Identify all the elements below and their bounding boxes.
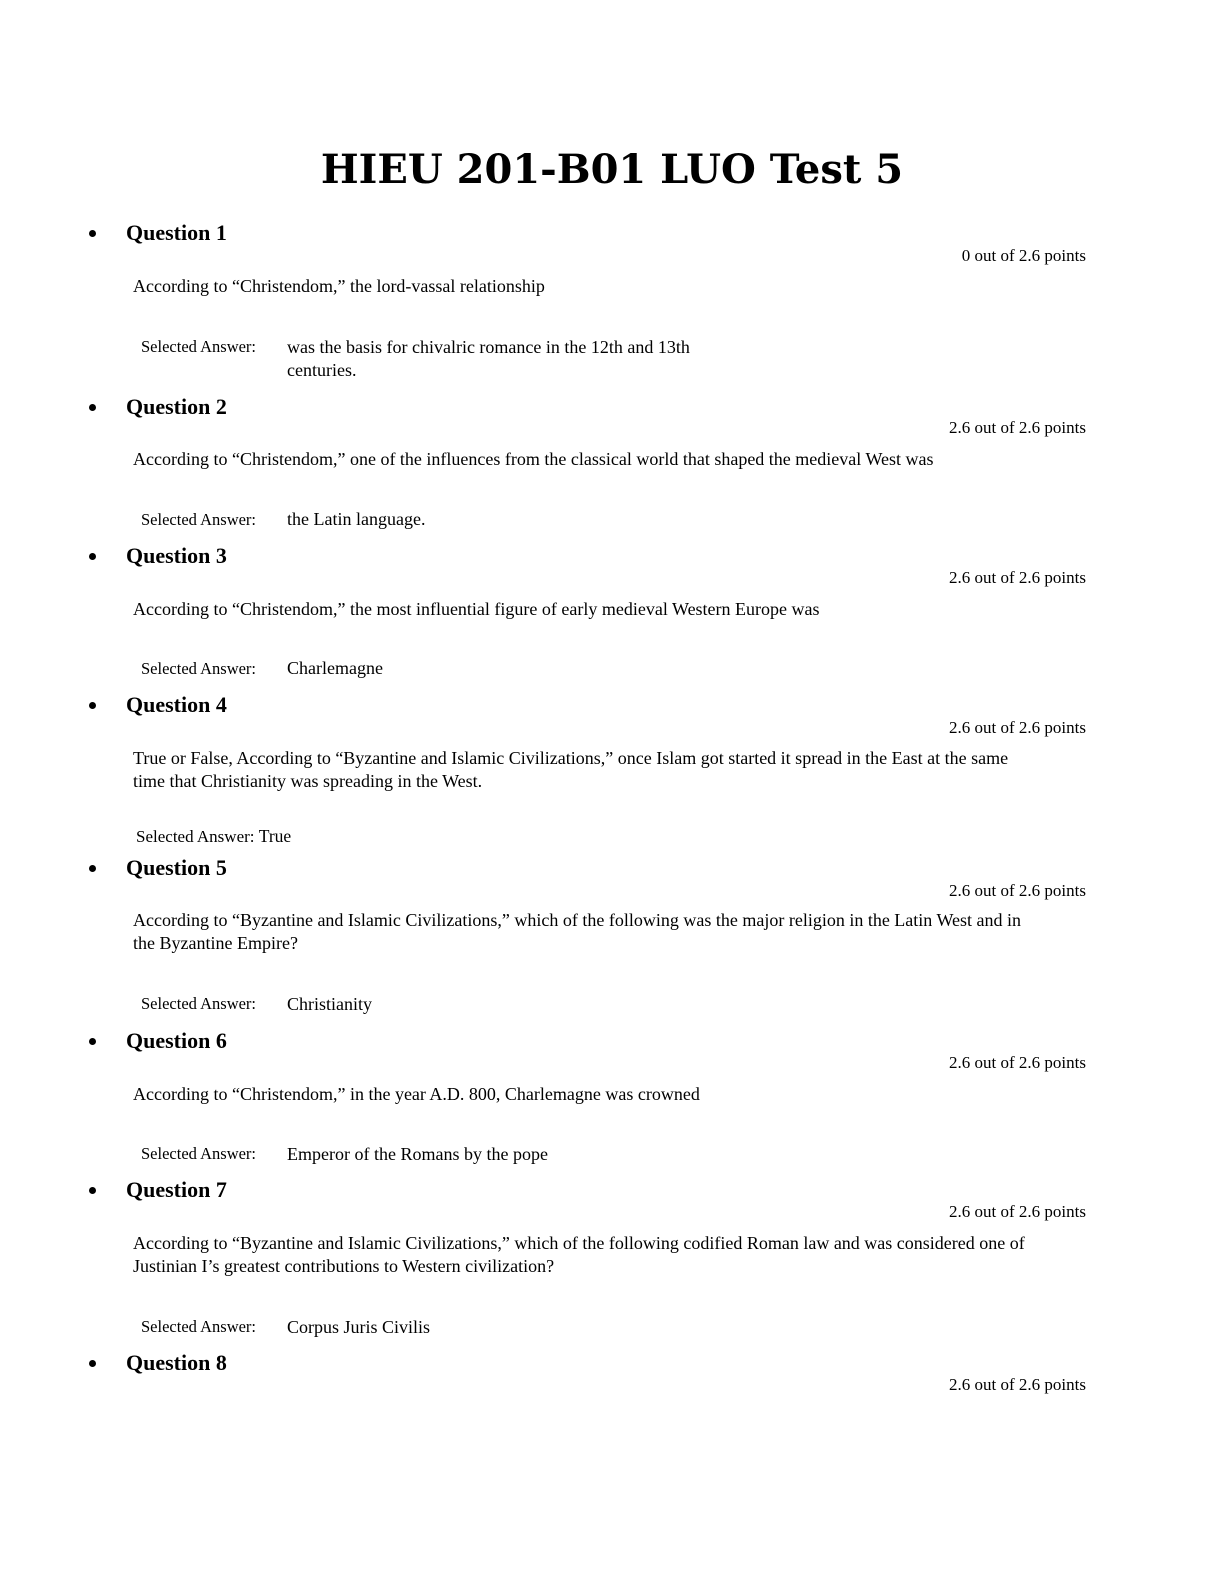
question-heading: Question 3 [126,543,227,568]
question-heading: Question 2 [126,394,227,419]
selected-answer-label: Selected Answer: [141,1144,257,1163]
selected-answer-value: the Latin language. [287,509,426,529]
question-heading: Question 8 [126,1350,227,1375]
question-text: According to “Christendom,” in the year A.D. 800, Charlemagne was crowned [133,1084,700,1104]
question-heading: Question 7 [126,1177,227,1202]
selected-answer [136,825,291,848]
bullet-icon [89,1360,96,1367]
selected-answer-value: was the basis for chivalric romance in the 12th and 13th centuries. [287,337,690,380]
question-points: 0 out of 2.6 points [961,246,1086,265]
question-text: According to “Byzantine and Islamic Civilizations,” which of the following codified Roman law and was considered one of Justinian I’s greatest contributions to Western civilization? [133,1233,1025,1276]
selected-answer-label: Selected Answer: [141,510,257,529]
question-points: 2.6 out of 2.6 points [949,1053,1086,1072]
bullet-icon [89,404,96,411]
bullet-icon [89,1187,96,1194]
selected-answer-value: Christianity [287,994,372,1014]
selected-answer-value: Emperor of the Romans by the pope [287,1144,548,1164]
bullet-icon [89,702,96,709]
question-points: 2.6 out of 2.6 points [949,568,1086,587]
question-points: 2.6 out of 2.6 points [949,1202,1086,1221]
question-text: According to “Byzantine and Islamic Civilizations,” which of the following was the major religion in the Latin West and in the Byzantine Empire? [133,910,1022,953]
selected-answer-value: Charlemagne [287,658,383,678]
selected-answer-label: Selected Answer: [141,1317,257,1336]
page-title: HIEU 201-B01 LUO Test 5 [320,146,904,193]
question-text: According to “Christendom,” one of the influences from the classical world that shaped the medieval West was [133,449,934,469]
question-points: 2.6 out of 2.6 points [949,881,1086,900]
bullet-icon [89,1038,96,1045]
question-text: According to “Christendom,” the lord-vassal relationship [133,276,545,296]
selected-answer-label: Selected Answer: [141,337,257,356]
question-heading: Question 5 [126,855,227,880]
bullet-icon [89,865,96,872]
question-heading: Question 6 [126,1028,227,1053]
question-heading: Question 4 [126,692,227,717]
question-heading: Question 1 [126,220,227,245]
bullet-icon [89,230,96,237]
bullet-icon [89,553,96,560]
question-points: 2.6 out of 2.6 points [949,718,1086,737]
selected-answer-value: True [258,826,292,846]
question-text: According to “Christendom,” the most influential figure of early medieval Western Europe was [133,599,820,619]
selected-answer-label: Selected Answer: [136,827,255,846]
selected-answer-label: Selected Answer: [141,659,257,678]
question-points: 2.6 out of 2.6 points [949,418,1086,437]
question-points: 2.6 out of 2.6 points [949,1375,1086,1394]
selected-answer-value: Corpus Juris Civilis [287,1317,431,1337]
selected-answer-label: Selected Answer: [141,994,257,1013]
question-text: True or False, According to “Byzantine and Islamic Civilizations,” once Islam got started it spread in the East at the same time that Christianity was spreading in the West. [133,748,1009,791]
